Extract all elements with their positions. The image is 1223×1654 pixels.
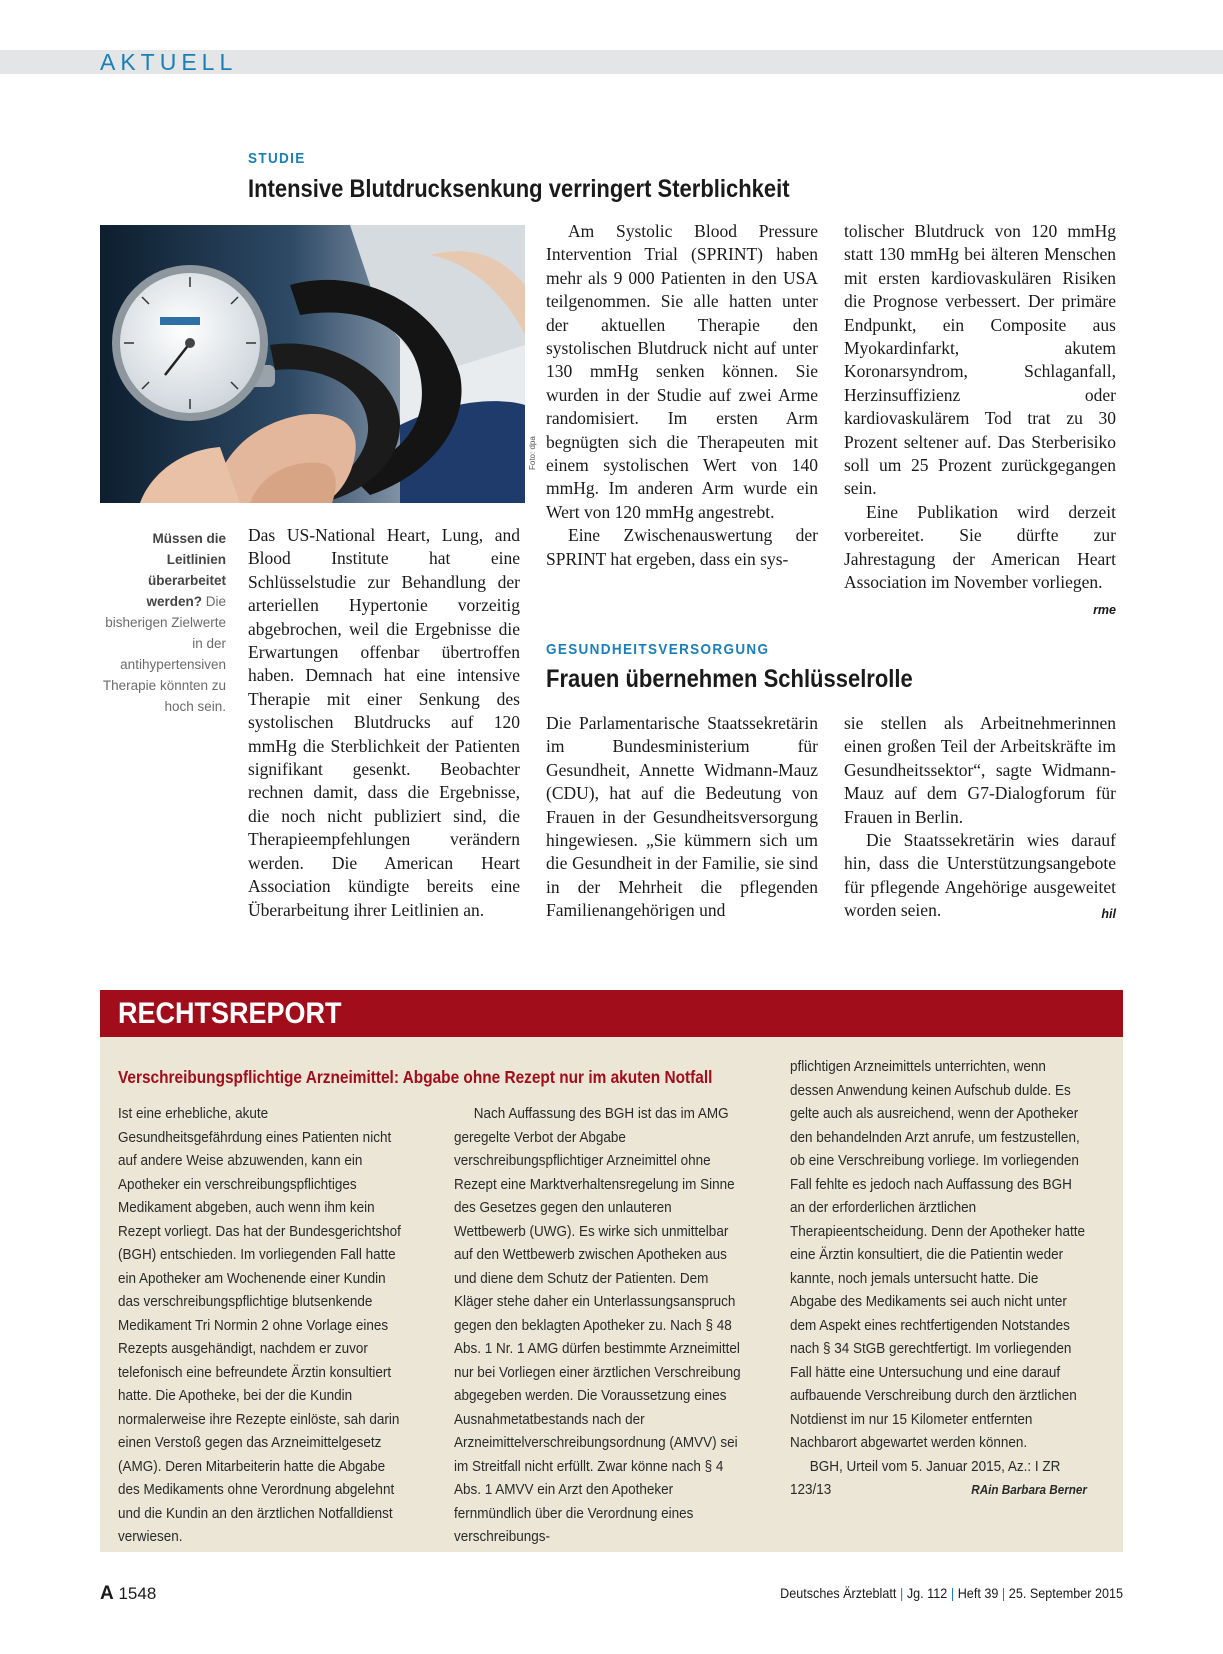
rechtsreport-col3-paragraph1: pflichtigen Arzneimittels unterrichten, wenn dessen Anwendung keinen Aufschub dulde. Es gelte auch als ausreichend, wenn der Apotheker den behandelnden Arzt anrufe, um festzustellen, ob eine Verschreibung vorliege. Im vorliegenden Fall fehlte es jedoch nach Auffassung des BGH an der erforderlichen ärztlichen Therapieentscheidung. Denn der Apotheker hatte eine Ärztin konsultiert, die die Patientin weder kannte, noch jemals untersucht hatte. Die Abgabe des Medikaments sei auch nicht unter dem Aspekt eines rechtfertigenden Notstandes nach § 34 StGB gerechtfertigt. Im vorliegenden Fall hätte eine Untersuchung und eine darauf aufbauende Verschreibung durch den ärztlichen Notdienst im nur 15 Kilometer entfernten Nachbarort abgewartet werden können. [790,1058,1085,1451]
article1-column1 [248,524,520,922]
article2-signature: hil [1101,907,1116,922]
article1-col3-paragraph2-text: Eine Publikation wird derzeit vorbereitet. Sie dürfte zur Jahrestagung der American Heart Association im November vorliegen. [844,501,1116,593]
article1-kicker: STUDIE [248,150,306,167]
footer-volume: Jg. 112 [906,1585,948,1601]
article1-col2-paragraph1: Am Systolic Blood Pressure Intervention Trial (SPRINT) haben mehr als 9 000 Patienten in den USA teilgenommen. Sie alle hatten unter der aktuellen Therapie den systolischen Blutdruck nicht auf unter 130 mmHg senken können. Sie wurden in der Studie auf zwei Arme randomisiert. Im ersten Arm begnügten sich die Therapeuten mit einem systolischen Wert von 140 mmHg. Im anderen Arm wurde ein Wert von 120 mmHg angestrebt. [546,221,818,522]
article2-col2-paragraph2 [844,829,1116,923]
caption-text: Die bisherigen Zielwerte in der antihypertensiven Therapie könnten zu hoch sein. [102,594,226,714]
sphygmomanometer-illustration [100,225,525,503]
article1-col2-paragraph2: Eine Zwischenauswertung der SPRINT hat ergeben, dass ein sys- [546,525,818,569]
photo-credit: Foto: dpa [528,436,537,470]
rechtsreport-col3-paragraph2 [790,1455,1087,1502]
footer-issue: Heft 39 [957,1585,999,1601]
rechtsreport-col2-paragraph: Nach Auffassung des BGH ist das im AMG geregelte Verbot der Abgabe verschreibungspflichtiger Arzneimittel ohne Rezept eine Marktverhaltensregelung im Sinne des Gesetzes gegen den unlauteren Wettbewerb (UWG). Es wirke sich unmittelbar auf den Wettbewerb zwischen Apotheken aus und diene dem Schutz der Patienten. Dem Kläger stehe daher ein Unterlassungsanspruch gegen den beklagten Apotheker zu. Nach § 48 Abs. 1 Nr. 1 AMG dürfen bestimmte Arzneimittel nur bei Vorliegen einer ärztlichen Verschreibung abgegeben werden. Die Voraussetzung eines Ausnahmetatbestands nach der Arzneimittelverschreibungsordnung (AMVV) sei im Streitfall nicht erfüllt. Zwar könne nach § 4 Abs. 1 AMVV ein Arzt den Apotheker fernmündlich über die Verordnung eines verschreibungs- [454,1105,741,1545]
article2-kicker: GESUNDHEITSVERSORGUNG [546,641,770,658]
footer-separator: | [899,1585,904,1601]
blood-pressure-photo [100,225,525,503]
rechtsreport-col1-paragraph: Ist eine erhebliche, akute Gesundheitsgefährdung eines Patienten nicht auf andere Weise abzuwenden, kann ein Apotheker ein verschreibungspflichtiges Medikament abgeben, auch wenn ihm kein Rezept vorliegt. Das hat der Bundesgerichtshof (BGH) entschieden. Im vorliegenden Fall hatte ein Apotheker am Wochenende einer Kundin das verschreibungspflichtige blutsenkende Medikament Tri Normin 2 ohne Vorlage eines Rezepts ausgehändigt, nachdem er zuvor telefonisch eine befreundete Ärztin konsultiert hatte. Die Apotheke, bei der die Kundin normalerweise ihre Rezepte einlöste, sah darin einen Verstoß gegen das Arzneimittelgesetz (AMG). Deren Mitarbeiterin hatte die Abgabe des Medikaments ohne Verordnung abgelehnt und die Kundin an den ärztlichen Notfalldienst verwiesen. [118,1105,401,1545]
article1-title: Intensive Blutdrucksenkung verringert Sterblichkeit [248,175,790,203]
article1-col3-paragraph2 [844,501,1116,617]
footer-date: 25. September 2015 [1008,1585,1123,1601]
rechtsreport-column2 [454,1102,742,1549]
footer-separator: | [1001,1585,1006,1601]
caption-question: Müssen die Leitlinien überarbeitet werden? [146,531,226,609]
rechtsreport-label: RECHTSREPORT [118,997,342,1030]
page-number-value: 1548 [118,1584,157,1603]
rechtsreport-column3 [790,1055,1087,1502]
article2-column1 [546,712,818,923]
footer-separator: | [950,1585,955,1601]
rechtsreport-citation: BGH, Urteil vom 5. Januar 2015, Az.: I ZR 123/13 [790,1457,1061,1498]
rechtsreport-signature: RAin Barbara Berner [971,1482,1087,1497]
page-prefix: A [100,1583,114,1604]
article1-signature: rme [1093,602,1116,617]
rechtsreport-title: Verschreibungspflichtige Arzneimittel: Abgabe ohne Rezept nur im akuten Notfall [118,1067,713,1087]
rechtsreport-column1 [118,1102,406,1549]
article1-column3 [844,220,1116,622]
article2-column2 [844,712,1116,927]
article2-col1-paragraph: Die Parlamentarische Staatssekretärin im Bundesministerium für Gesundheit, Annette Widmann-Mauz (CDU), hat auf die Bedeutung von Frauen in der Gesundheitsversorgung hingewiesen. „Sie kümmern sich um die Gesundheit in der Familie, sie sind in der Mehrheit die pflegenden Familienangehörigen und [546,713,818,921]
footer-journal: Deutsches Ärzteblatt [780,1585,897,1601]
page-number [100,1583,156,1605]
article2-col2-paragraph2-text: Die Staatssekretärin wies darauf hin, dass die Unterstützungsangebote für pflegende Angehörige ausgeweitet worden seien. [844,830,1116,921]
article2-col2-paragraph1: sie stellen als Arbeitnehmerinnen einen großen Teil der Arbeitskräfte im Gesundheitssektor“, sagte Widmann-Mauz auf dem G7-Dialogforum für Frauen in Berlin. [844,713,1116,827]
article2-title: Frauen übernehmen Schlüsselrolle [546,665,913,693]
article1-column2 [546,220,818,571]
article1-col1-paragraph: Das US-National Heart, Lung, and Blood Institute hat eine Schlüsselstudie zur Behandlung der arteriellen Hypertonie vorzeitig abgebrochen, weil die Ergebnisse die Erwartungen offenbar übertroffen haben. Demnach hat eine intensive Therapie mit einer Senkung des systolischen Blutdrucks auf 120 mmHg die Sterblichkeit der Patienten signifikant gesenkt. Beobachter rechnen damit, dass die Ergebnisse, die noch nicht publiziert sind, die Therapieempfehlungen verändern werden. Die American Heart Association kündigte bereits eine Überarbeitung ihrer Leitlinien an. [248,525,520,920]
photo-caption [98,528,226,717]
footer-publication [780,1585,1123,1601]
section-label: AKTUELL [100,49,238,75]
article1-col3-paragraph1: tolischer Blutdruck von 120 mmHg statt 130 mmHg bei älteren Menschen mit ersten kardiovaskulären Risiken die Prognose verbessert. Der primäre Endpunkt, ein Composite aus Myokardinfarkt, akutem Koronarsyndrom, Schlaganfall, Herzinsuffizienz oder kardiovaskulärem Tod trat zu 30 Prozent seltener auf. Das Sterberisiko soll um 25 Prozent zurückgegangen sein. [844,221,1116,499]
